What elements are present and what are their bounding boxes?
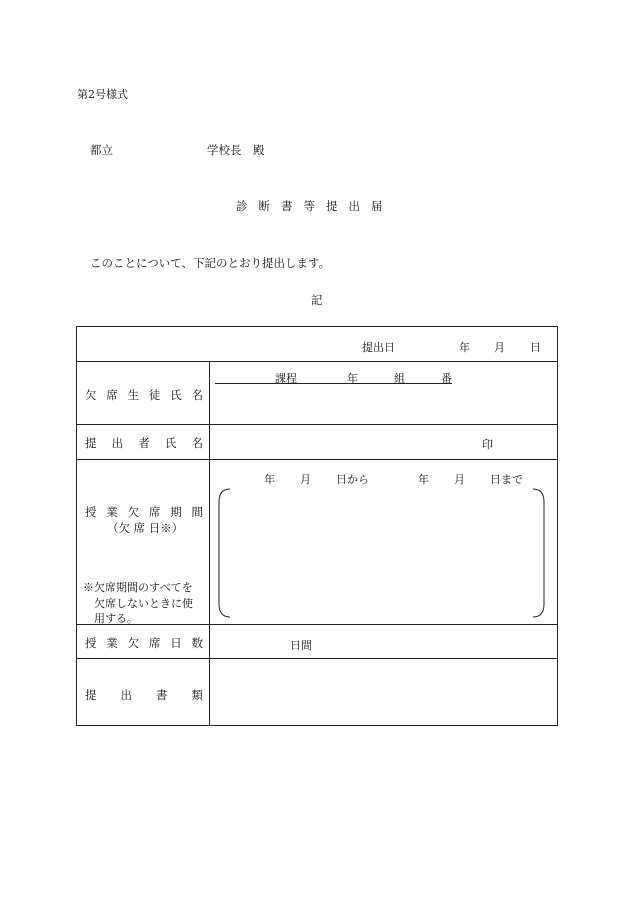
documents-field[interactable] <box>210 659 558 726</box>
label-char: 席 <box>148 505 161 519</box>
label-char: 授 <box>85 505 97 519</box>
label-char: 席 <box>148 636 161 650</box>
label-char: 欠 <box>85 388 97 402</box>
submission-date-cell[interactable] <box>77 327 558 362</box>
label-char: 者 <box>138 436 150 450</box>
addressee-suffix: 学校長 殿 <box>207 143 265 157</box>
grade-unit: 年 <box>347 372 358 385</box>
label-char: 授 <box>85 636 97 650</box>
from-month-unit: 月 <box>300 473 311 486</box>
submitter-name-field[interactable] <box>210 425 558 460</box>
document-title: 診断書等提出届 <box>236 199 394 213</box>
label-char: 業 <box>106 505 118 519</box>
ki-heading: 記 <box>311 293 323 307</box>
absence-period-row <box>77 460 558 625</box>
from-year-unit: 年 <box>264 473 275 486</box>
label-char: 期 <box>170 505 182 519</box>
absence-days-label-cell <box>77 625 210 659</box>
student-row <box>77 362 558 425</box>
label-char: 徒 <box>148 388 161 402</box>
intro-text: このことについて、下記のとおり提出します。 <box>90 256 331 270</box>
label-char: 数 <box>191 636 203 650</box>
label-char: 業 <box>106 636 118 650</box>
label-char: 名 <box>191 388 203 402</box>
student-name-field[interactable] <box>210 362 558 425</box>
submission-month-unit: 月 <box>494 341 505 354</box>
to-year-unit: 年 <box>418 473 429 486</box>
note-line-2: 欠席しないときに使 <box>94 596 193 610</box>
to-day-unit: 日まで <box>490 473 523 486</box>
note-line-3: 用する。 <box>94 612 138 625</box>
absence-days-row <box>77 625 558 659</box>
submitter-row <box>77 425 558 460</box>
absence-note <box>83 580 193 627</box>
absence-days-sublabel: （欠 席 日※） <box>107 521 184 535</box>
label-char: 名 <box>191 436 203 450</box>
absence-days-field[interactable] <box>210 625 558 659</box>
label-char: 間 <box>191 505 203 519</box>
submitter-label-cell <box>77 425 210 460</box>
submitter-name-label <box>85 435 203 451</box>
addressee-prefix: 都立 <box>90 143 113 157</box>
submission-date-label: 提出日 <box>362 341 395 354</box>
student-name-label <box>85 387 203 403</box>
course-label: 課程 <box>275 372 297 385</box>
label-char: 欠 <box>127 636 140 650</box>
from-day-unit: 日から <box>336 473 369 486</box>
note-line-1: ※欠席期間のすべてを <box>83 581 193 594</box>
to-month-unit: 月 <box>454 473 465 486</box>
absence-period-label-cell <box>77 460 210 625</box>
absence-days-bracket <box>218 488 545 618</box>
label-char: 提 <box>85 436 97 450</box>
label-char: 生 <box>127 388 140 402</box>
form-number: 第2号様式 <box>77 88 128 101</box>
label-char: 席 <box>106 388 118 402</box>
label-char: 提 <box>85 688 97 702</box>
label-char: 類 <box>191 688 203 702</box>
submission-year-unit: 年 <box>459 341 470 354</box>
number-unit: 番 <box>441 372 452 385</box>
absence-days-label <box>85 635 203 651</box>
class-unit: 組 <box>394 372 405 385</box>
label-char: 氏 <box>170 388 182 402</box>
submission-day-unit: 日 <box>530 341 541 354</box>
documents-row <box>77 659 558 726</box>
absence-period-label <box>85 504 203 520</box>
form-table <box>76 326 558 726</box>
submission-date-row <box>77 327 558 362</box>
label-char: 氏 <box>164 436 177 450</box>
seal-mark: 印 <box>482 438 493 451</box>
student-label-cell <box>77 362 210 425</box>
documents-label-cell <box>77 659 210 726</box>
label-char: 出 <box>111 436 124 450</box>
label-char: 日 <box>170 636 182 650</box>
documents-label <box>85 687 203 703</box>
label-char: 欠 <box>127 505 140 519</box>
absence-period-field[interactable] <box>210 460 558 625</box>
label-char: 出 <box>120 688 132 702</box>
course-class-line <box>215 370 452 384</box>
days-unit: 日間 <box>290 639 312 652</box>
label-char: 書 <box>156 688 168 702</box>
